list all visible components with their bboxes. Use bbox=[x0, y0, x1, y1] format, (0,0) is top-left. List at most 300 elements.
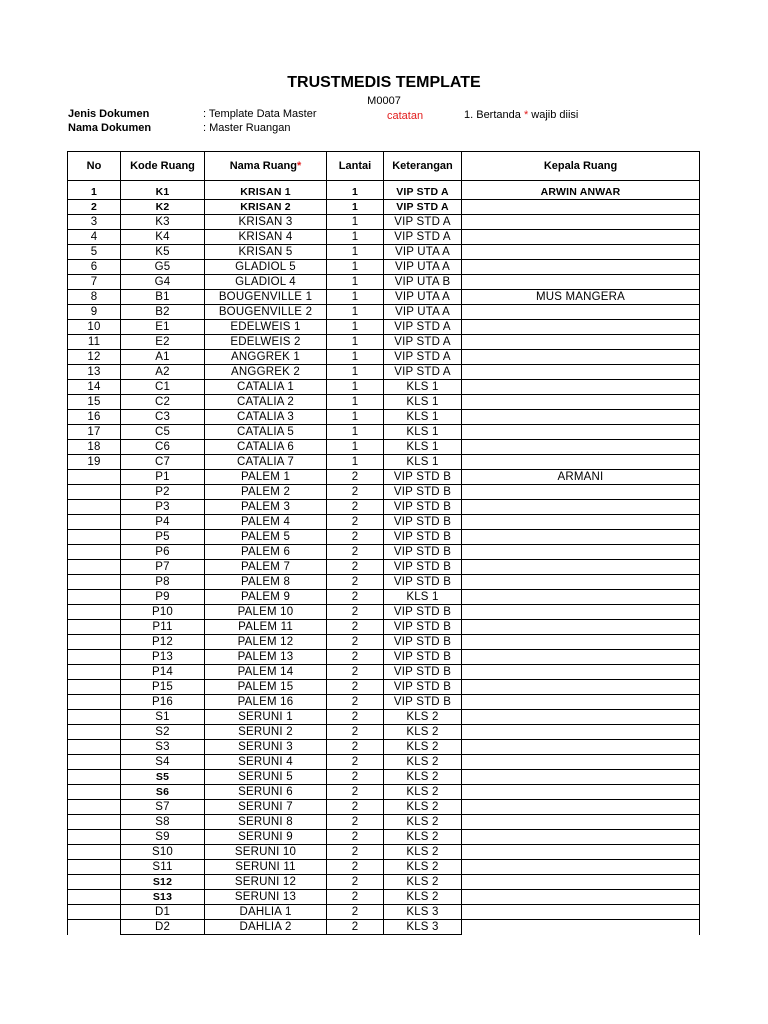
cell-no: 14 bbox=[68, 380, 121, 395]
table-row bbox=[68, 665, 700, 680]
cell-kepala-ruang bbox=[462, 395, 700, 410]
cell-nama-ruang: DAHLIA 1 bbox=[205, 905, 327, 920]
required-star: * bbox=[296, 160, 302, 172]
table-row bbox=[68, 575, 700, 590]
table-row bbox=[68, 590, 700, 605]
cell-no: 17 bbox=[68, 425, 121, 440]
cell-lantai: 2 bbox=[327, 530, 384, 545]
cell-nama-ruang: CATALIA 2 bbox=[205, 395, 327, 410]
cell-nama-ruang: SERUNI 5 bbox=[205, 770, 327, 785]
table-row bbox=[68, 440, 700, 455]
cell-kode-ruang: C2 bbox=[121, 395, 205, 410]
cell-kepala-ruang bbox=[462, 590, 700, 605]
cell-keterangan: VIP STD B bbox=[384, 695, 462, 710]
cell-lantai: 1 bbox=[327, 350, 384, 365]
nama-dokumen-value: : Master Ruangan bbox=[203, 122, 291, 134]
cell-keterangan: VIP STD A bbox=[384, 365, 462, 380]
table-row bbox=[68, 770, 700, 785]
cell-nama-ruang: PALEM 1 bbox=[205, 470, 327, 485]
cell-keterangan: KLS 2 bbox=[384, 740, 462, 755]
cell-no bbox=[68, 665, 121, 680]
cell-kepala-ruang bbox=[462, 875, 700, 890]
table-row bbox=[68, 275, 700, 290]
cell-kode-ruang: P1 bbox=[121, 470, 205, 485]
cell-no bbox=[68, 830, 121, 845]
document-title: TRUSTMEDIS TEMPLATE bbox=[287, 74, 481, 91]
cell-lantai: 1 bbox=[327, 395, 384, 410]
cell-no: 18 bbox=[68, 440, 121, 455]
cell-nama-ruang: GLADIOL 5 bbox=[205, 260, 327, 275]
cell-kepala-ruang bbox=[462, 560, 700, 575]
cell-keterangan: KLS 1 bbox=[384, 410, 462, 425]
cell-kepala-ruang bbox=[462, 275, 700, 290]
cell-nama-ruang: EDELWEIS 2 bbox=[205, 335, 327, 350]
cell-kode-ruang: C1 bbox=[121, 380, 205, 395]
cell-nama-ruang: CATALIA 1 bbox=[205, 380, 327, 395]
table-row bbox=[68, 695, 700, 710]
cell-keterangan: VIP STD B bbox=[384, 485, 462, 500]
cell-no bbox=[68, 785, 121, 800]
cell-no bbox=[68, 500, 121, 515]
cell-no bbox=[68, 560, 121, 575]
cell-nama-ruang: PALEM 8 bbox=[205, 575, 327, 590]
cell-lantai: 2 bbox=[327, 695, 384, 710]
cell-kode-ruang: P6 bbox=[121, 545, 205, 560]
table-row bbox=[68, 290, 700, 305]
cell-keterangan: VIP STD B bbox=[384, 605, 462, 620]
cell-nama-ruang: SERUNI 12 bbox=[205, 875, 327, 890]
table-row bbox=[68, 800, 700, 815]
cell-no bbox=[68, 650, 121, 665]
cell-lantai: 1 bbox=[327, 305, 384, 320]
cell-kode-ruang: S6 bbox=[121, 785, 205, 800]
cell-kode-ruang: S10 bbox=[121, 845, 205, 860]
cell-keterangan: VIP STD A bbox=[384, 185, 462, 200]
header-kepala-ruang: Kepala Ruang bbox=[462, 152, 700, 181]
document-code: M0007 bbox=[367, 95, 401, 107]
table-row bbox=[68, 740, 700, 755]
cell-no bbox=[68, 860, 121, 875]
table-row bbox=[68, 635, 700, 650]
cell-lantai: 2 bbox=[327, 830, 384, 845]
cell-nama-ruang: SERUNI 2 bbox=[205, 725, 327, 740]
cell-kode-ruang: K2 bbox=[121, 200, 205, 215]
required-note bbox=[464, 109, 578, 121]
cell-keterangan: VIP UTA A bbox=[384, 290, 462, 305]
cell-no: 13 bbox=[68, 365, 121, 380]
cell-kepala-ruang bbox=[462, 755, 700, 770]
table-row bbox=[68, 710, 700, 725]
cell-no: 2 bbox=[68, 200, 121, 215]
cell-nama-ruang: SERUNI 1 bbox=[205, 710, 327, 725]
header-no: No bbox=[68, 152, 121, 181]
cell-keterangan: KLS 3 bbox=[384, 905, 462, 920]
cell-nama-ruang: CATALIA 6 bbox=[205, 440, 327, 455]
cell-kode-ruang: S2 bbox=[121, 725, 205, 740]
cell-kode-ruang: S3 bbox=[121, 740, 205, 755]
header-keterangan: Keterangan bbox=[384, 152, 462, 181]
table-row bbox=[68, 815, 700, 830]
cell-kode-ruang: G5 bbox=[121, 260, 205, 275]
table-row bbox=[68, 605, 700, 620]
cell-keterangan: VIP STD A bbox=[384, 200, 462, 215]
table-row bbox=[68, 320, 700, 335]
cell-nama-ruang: SERUNI 8 bbox=[205, 815, 327, 830]
cell-nama-ruang: PALEM 15 bbox=[205, 680, 327, 695]
header-kode-ruang: Kode Ruang bbox=[121, 152, 205, 181]
cell-nama-ruang: KRISAN 5 bbox=[205, 245, 327, 260]
catatan-label: catatan bbox=[387, 110, 424, 122]
cell-lantai: 2 bbox=[327, 905, 384, 920]
cell-keterangan: KLS 2 bbox=[384, 815, 462, 830]
cell-kode-ruang: S12 bbox=[121, 875, 205, 890]
cell-kode-ruang: S9 bbox=[121, 830, 205, 845]
table-row bbox=[68, 875, 700, 890]
table-row bbox=[68, 350, 700, 365]
cell-keterangan: KLS 1 bbox=[384, 395, 462, 410]
cell-keterangan: KLS 2 bbox=[384, 725, 462, 740]
table-row bbox=[68, 395, 700, 410]
cell-nama-ruang: CATALIA 5 bbox=[205, 425, 327, 440]
header-lantai: Lantai bbox=[327, 152, 384, 181]
required-star: * bbox=[523, 109, 529, 121]
cell-nama-ruang: SERUNI 13 bbox=[205, 890, 327, 905]
cell-kode-ruang: K1 bbox=[121, 185, 205, 200]
header-nama-ruang bbox=[205, 152, 327, 181]
cell-kepala-ruang bbox=[462, 620, 700, 635]
cell-kode-ruang: D2 bbox=[121, 920, 205, 935]
cell-kepala-ruang bbox=[462, 920, 700, 935]
cell-kepala-ruang bbox=[462, 845, 700, 860]
cell-keterangan: KLS 1 bbox=[384, 380, 462, 395]
cell-nama-ruang: SERUNI 6 bbox=[205, 785, 327, 800]
cell-kepala-ruang bbox=[462, 530, 700, 545]
cell-no: 11 bbox=[68, 335, 121, 350]
cell-keterangan: VIP STD B bbox=[384, 575, 462, 590]
cell-no bbox=[68, 845, 121, 860]
cell-kepala-ruang bbox=[462, 635, 700, 650]
cell-kode-ruang: S7 bbox=[121, 800, 205, 815]
cell-nama-ruang: PALEM 14 bbox=[205, 665, 327, 680]
cell-kepala-ruang bbox=[462, 500, 700, 515]
cell-no: 6 bbox=[68, 260, 121, 275]
cell-keterangan: VIP STD A bbox=[384, 335, 462, 350]
cell-keterangan: KLS 2 bbox=[384, 770, 462, 785]
cell-no: 7 bbox=[68, 275, 121, 290]
cell-lantai: 1 bbox=[327, 335, 384, 350]
cell-kode-ruang: S4 bbox=[121, 755, 205, 770]
cell-lantai: 1 bbox=[327, 245, 384, 260]
cell-keterangan: VIP STD A bbox=[384, 215, 462, 230]
cell-kepala-ruang bbox=[462, 320, 700, 335]
cell-keterangan: KLS 3 bbox=[384, 920, 462, 935]
jenis-dokumen-label: Jenis Dokumen bbox=[68, 108, 150, 120]
cell-nama-ruang: PALEM 6 bbox=[205, 545, 327, 560]
table-row bbox=[68, 560, 700, 575]
cell-nama-ruang: EDELWEIS 1 bbox=[205, 320, 327, 335]
cell-keterangan: VIP UTA A bbox=[384, 260, 462, 275]
cell-kepala-ruang bbox=[462, 410, 700, 425]
cell-no bbox=[68, 710, 121, 725]
cell-keterangan: KLS 2 bbox=[384, 875, 462, 890]
cell-no bbox=[68, 695, 121, 710]
cell-nama-ruang: PALEM 3 bbox=[205, 500, 327, 515]
cell-kode-ruang: K5 bbox=[121, 245, 205, 260]
table-row bbox=[68, 380, 700, 395]
cell-lantai: 1 bbox=[327, 440, 384, 455]
cell-keterangan: KLS 2 bbox=[384, 710, 462, 725]
cell-keterangan: VIP UTA B bbox=[384, 275, 462, 290]
cell-nama-ruang: PALEM 9 bbox=[205, 590, 327, 605]
cell-kode-ruang: A2 bbox=[121, 365, 205, 380]
table-row bbox=[68, 485, 700, 500]
cell-no bbox=[68, 890, 121, 905]
header-nama-ruang-label: Nama Ruang bbox=[229, 160, 297, 172]
cell-no: 5 bbox=[68, 245, 121, 260]
cell-nama-ruang: KRISAN 2 bbox=[205, 200, 327, 215]
cell-lantai: 2 bbox=[327, 815, 384, 830]
cell-lantai: 2 bbox=[327, 860, 384, 875]
cell-no bbox=[68, 575, 121, 590]
table-row bbox=[68, 365, 700, 380]
cell-kode-ruang: S13 bbox=[121, 890, 205, 905]
required-note-suffix: wajib diisi bbox=[531, 109, 579, 121]
cell-lantai: 1 bbox=[327, 365, 384, 380]
cell-kepala-ruang bbox=[462, 485, 700, 500]
cell-keterangan: VIP UTA A bbox=[384, 245, 462, 260]
cell-kode-ruang: C3 bbox=[121, 410, 205, 425]
cell-nama-ruang: PALEM 10 bbox=[205, 605, 327, 620]
jenis-dokumen-value: : Template Data Master bbox=[203, 108, 317, 120]
cell-lantai: 1 bbox=[327, 380, 384, 395]
cell-lantai: 2 bbox=[327, 650, 384, 665]
cell-nama-ruang: SERUNI 10 bbox=[205, 845, 327, 860]
required-note-prefix: 1. Bertanda bbox=[464, 109, 521, 121]
cell-kepala-ruang bbox=[462, 245, 700, 260]
cell-keterangan: KLS 2 bbox=[384, 860, 462, 875]
cell-kepala-ruang bbox=[462, 740, 700, 755]
cell-nama-ruang: CATALIA 7 bbox=[205, 455, 327, 470]
cell-nama-ruang: KRISAN 3 bbox=[205, 215, 327, 230]
cell-kepala-ruang bbox=[462, 215, 700, 230]
table-row bbox=[68, 725, 700, 740]
cell-kepala-ruang bbox=[462, 350, 700, 365]
cell-keterangan: KLS 2 bbox=[384, 755, 462, 770]
table-row bbox=[68, 245, 700, 260]
cell-kode-ruang: P8 bbox=[121, 575, 205, 590]
cell-keterangan: KLS 2 bbox=[384, 800, 462, 815]
cell-lantai: 2 bbox=[327, 845, 384, 860]
cell-no: 10 bbox=[68, 320, 121, 335]
cell-lantai: 2 bbox=[327, 635, 384, 650]
cell-no: 9 bbox=[68, 305, 121, 320]
cell-kepala-ruang bbox=[462, 200, 700, 215]
cell-kode-ruang: C7 bbox=[121, 455, 205, 470]
cell-lantai: 2 bbox=[327, 545, 384, 560]
table-row bbox=[68, 680, 700, 695]
cell-lantai: 2 bbox=[327, 485, 384, 500]
cell-lantai: 2 bbox=[327, 515, 384, 530]
cell-kepala-ruang bbox=[462, 575, 700, 590]
cell-no bbox=[68, 590, 121, 605]
cell-kepala-ruang: ARMANI bbox=[462, 470, 700, 485]
table-row bbox=[68, 830, 700, 845]
cell-lantai: 2 bbox=[327, 725, 384, 740]
cell-no bbox=[68, 485, 121, 500]
cell-no: 12 bbox=[68, 350, 121, 365]
cell-kepala-ruang bbox=[462, 890, 700, 905]
cell-nama-ruang: SERUNI 4 bbox=[205, 755, 327, 770]
table-row bbox=[68, 425, 700, 440]
cell-lantai: 1 bbox=[327, 185, 384, 200]
master-ruangan-table bbox=[67, 151, 700, 935]
cell-no: 8 bbox=[68, 290, 121, 305]
cell-no: 16 bbox=[68, 410, 121, 425]
cell-lantai: 1 bbox=[327, 455, 384, 470]
cell-keterangan: KLS 2 bbox=[384, 845, 462, 860]
cell-keterangan: VIP STD B bbox=[384, 470, 462, 485]
table-row bbox=[68, 410, 700, 425]
cell-lantai: 1 bbox=[327, 215, 384, 230]
cell-nama-ruang: PALEM 13 bbox=[205, 650, 327, 665]
cell-lantai: 1 bbox=[327, 410, 384, 425]
cell-kode-ruang: S1 bbox=[121, 710, 205, 725]
cell-kode-ruang: K4 bbox=[121, 230, 205, 245]
cell-nama-ruang: SERUNI 9 bbox=[205, 830, 327, 845]
cell-keterangan: KLS 2 bbox=[384, 890, 462, 905]
cell-kepala-ruang bbox=[462, 800, 700, 815]
cell-lantai: 2 bbox=[327, 500, 384, 515]
cell-kepala-ruang bbox=[462, 545, 700, 560]
cell-nama-ruang: KRISAN 1 bbox=[205, 185, 327, 200]
table-row bbox=[68, 470, 700, 485]
cell-lantai: 2 bbox=[327, 800, 384, 815]
table-row bbox=[68, 305, 700, 320]
cell-kode-ruang: K3 bbox=[121, 215, 205, 230]
cell-lantai: 1 bbox=[327, 260, 384, 275]
cell-nama-ruang: DAHLIA 2 bbox=[205, 920, 327, 935]
cell-kepala-ruang bbox=[462, 335, 700, 350]
cell-kode-ruang: E1 bbox=[121, 320, 205, 335]
cell-keterangan: VIP STD B bbox=[384, 560, 462, 575]
cell-kepala-ruang: MUS MANGERA bbox=[462, 290, 700, 305]
cell-lantai: 1 bbox=[327, 320, 384, 335]
cell-kepala-ruang bbox=[462, 785, 700, 800]
cell-lantai: 2 bbox=[327, 770, 384, 785]
cell-no bbox=[68, 605, 121, 620]
cell-nama-ruang: PALEM 2 bbox=[205, 485, 327, 500]
cell-lantai: 2 bbox=[327, 740, 384, 755]
cell-lantai: 2 bbox=[327, 575, 384, 590]
table-row bbox=[68, 515, 700, 530]
cell-lantai: 1 bbox=[327, 290, 384, 305]
cell-lantai: 1 bbox=[327, 200, 384, 215]
table-row bbox=[68, 530, 700, 545]
cell-kode-ruang: B2 bbox=[121, 305, 205, 320]
cell-lantai: 2 bbox=[327, 680, 384, 695]
cell-kepala-ruang bbox=[462, 515, 700, 530]
cell-no bbox=[68, 725, 121, 740]
cell-kode-ruang: P12 bbox=[121, 635, 205, 650]
table-row bbox=[68, 845, 700, 860]
cell-no bbox=[68, 875, 121, 890]
cell-lantai: 2 bbox=[327, 710, 384, 725]
cell-no bbox=[68, 920, 121, 935]
cell-kode-ruang: D1 bbox=[121, 905, 205, 920]
cell-kode-ruang: P13 bbox=[121, 650, 205, 665]
cell-nama-ruang: SERUNI 3 bbox=[205, 740, 327, 755]
cell-nama-ruang: PALEM 7 bbox=[205, 560, 327, 575]
cell-kode-ruang: G4 bbox=[121, 275, 205, 290]
cell-kepala-ruang bbox=[462, 830, 700, 845]
cell-no bbox=[68, 770, 121, 785]
cell-kode-ruang: P5 bbox=[121, 530, 205, 545]
cell-kode-ruang: P2 bbox=[121, 485, 205, 500]
cell-no: 15 bbox=[68, 395, 121, 410]
cell-lantai: 2 bbox=[327, 890, 384, 905]
cell-keterangan: VIP STD B bbox=[384, 635, 462, 650]
cell-lantai: 2 bbox=[327, 785, 384, 800]
table-row bbox=[68, 545, 700, 560]
cell-kepala-ruang bbox=[462, 770, 700, 785]
cell-kepala-ruang bbox=[462, 305, 700, 320]
table-row bbox=[68, 455, 700, 470]
cell-kode-ruang: P4 bbox=[121, 515, 205, 530]
cell-kepala-ruang bbox=[462, 665, 700, 680]
table-row bbox=[68, 785, 700, 800]
cell-no: 19 bbox=[68, 455, 121, 470]
cell-no bbox=[68, 905, 121, 920]
cell-kode-ruang: P15 bbox=[121, 680, 205, 695]
cell-keterangan: VIP STD B bbox=[384, 515, 462, 530]
cell-keterangan: KLS 1 bbox=[384, 440, 462, 455]
cell-no: 3 bbox=[68, 215, 121, 230]
cell-lantai: 2 bbox=[327, 920, 384, 935]
cell-kode-ruang: P16 bbox=[121, 695, 205, 710]
cell-no bbox=[68, 545, 121, 560]
cell-nama-ruang: PALEM 4 bbox=[205, 515, 327, 530]
cell-kode-ruang: P14 bbox=[121, 665, 205, 680]
cell-nama-ruang: SERUNI 11 bbox=[205, 860, 327, 875]
cell-keterangan: KLS 1 bbox=[384, 590, 462, 605]
cell-no bbox=[68, 620, 121, 635]
cell-nama-ruang: PALEM 12 bbox=[205, 635, 327, 650]
cell-no bbox=[68, 800, 121, 815]
cell-kepala-ruang bbox=[462, 905, 700, 920]
cell-keterangan: KLS 2 bbox=[384, 830, 462, 845]
cell-keterangan: KLS 2 bbox=[384, 785, 462, 800]
cell-no: 4 bbox=[68, 230, 121, 245]
cell-keterangan: KLS 1 bbox=[384, 455, 462, 470]
cell-nama-ruang: CATALIA 3 bbox=[205, 410, 327, 425]
cell-kode-ruang: S8 bbox=[121, 815, 205, 830]
cell-no: 1 bbox=[68, 185, 121, 200]
cell-kode-ruang: S11 bbox=[121, 860, 205, 875]
cell-kepala-ruang bbox=[462, 815, 700, 830]
cell-keterangan: VIP STD B bbox=[384, 620, 462, 635]
nama-dokumen-label: Nama Dokumen bbox=[68, 122, 152, 134]
table-row bbox=[68, 335, 700, 350]
cell-lantai: 2 bbox=[327, 755, 384, 770]
cell-kode-ruang: P11 bbox=[121, 620, 205, 635]
cell-lantai: 2 bbox=[327, 590, 384, 605]
table-row bbox=[68, 650, 700, 665]
cell-kepala-ruang bbox=[462, 365, 700, 380]
cell-lantai: 2 bbox=[327, 470, 384, 485]
cell-kepala-ruang bbox=[462, 455, 700, 470]
cell-no bbox=[68, 515, 121, 530]
cell-kepala-ruang bbox=[462, 425, 700, 440]
